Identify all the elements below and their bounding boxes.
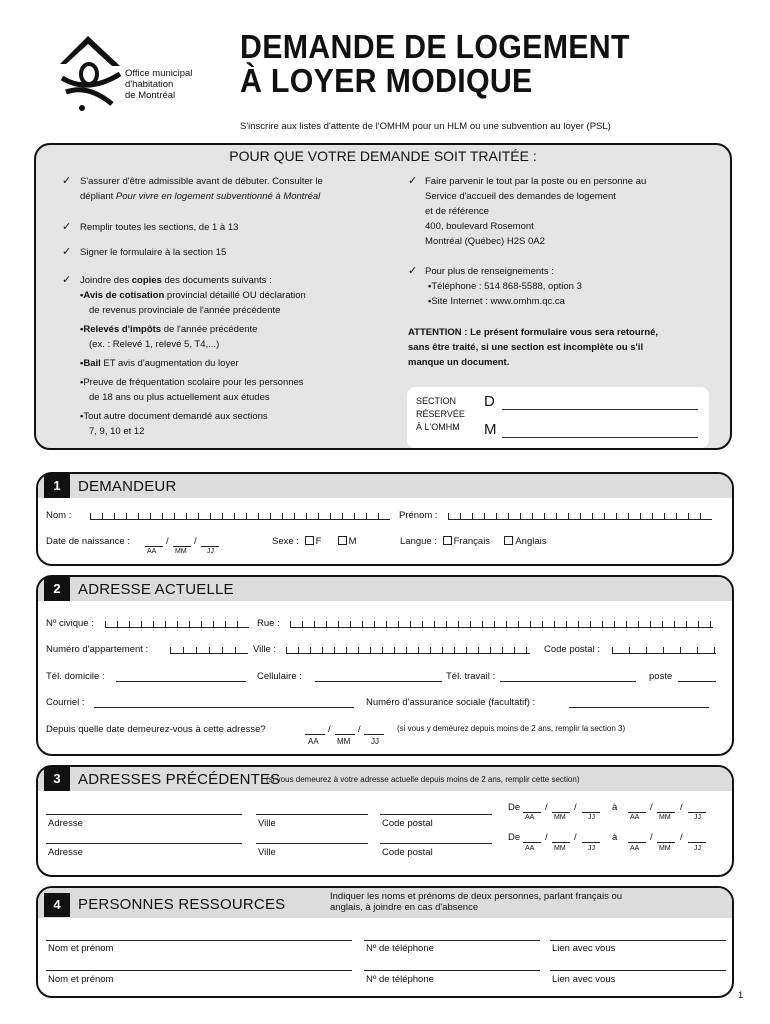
langue-group: Langue : Français Anglais	[400, 536, 547, 547]
tel-label: Nº de téléphone	[366, 974, 434, 985]
subtitle: S'inscrire aux listes d'attente de l'OMHM pour un HLM ou une subvention au loyer (PSL)	[240, 121, 611, 132]
rue-label: Rue :	[257, 618, 280, 629]
nom-field[interactable]	[90, 509, 390, 520]
reserved-d-field[interactable]	[502, 409, 698, 410]
a-mm-1[interactable]	[657, 812, 675, 813]
aa-hint: AA	[147, 548, 157, 555]
section-number: 2	[44, 577, 70, 601]
mm-hint: MM	[659, 845, 671, 852]
check-icon: ✓	[62, 175, 72, 187]
check-icon: ✓	[62, 246, 72, 258]
omhm-logo-icon	[58, 34, 126, 114]
depuis-aa-field[interactable]	[305, 734, 325, 735]
jj-hint: JJ	[588, 845, 595, 852]
cp-label: Code postal	[382, 847, 433, 858]
ville-label: Ville	[258, 818, 276, 829]
reserved-m-field[interactable]	[502, 437, 698, 438]
check-icon: ✓	[62, 274, 72, 286]
ville-label: Ville	[258, 847, 276, 858]
instruction-1: S'assurer d'être admissible avant de débuter. Consulter le dépliant Pour vivre en logement subventionné à Montréal	[80, 176, 323, 202]
section-number: 1	[44, 474, 70, 498]
ville-field[interactable]	[286, 643, 530, 654]
doc-list: • Avis de cotisation provincial détaillé OU déclaration de revenus provinciale de l'année précédente • Relevés d'impôts de l'année précédente (ex. : Relevé 1, relevé 5, T4,...) • Bail ET avis d'augmentation du loyer • Preuve de fréquentation scolaire pour les personnes de 18 ans ou plus actuellement aux études • Tout autre document demandé aux sections 7, 9, 10 et 12	[80, 288, 306, 439]
page-title: DEMANDE DE LOGEMENT À LOYER MODIQUE	[240, 28, 630, 99]
aa-hint: AA	[630, 814, 640, 821]
poste-field[interactable]	[678, 681, 716, 682]
courriel-field[interactable]	[94, 707, 354, 708]
contact-2-lien-field[interactable]	[550, 970, 726, 971]
instruction-3: Signer le formulaire à la section 15	[80, 247, 227, 258]
contact-info: Pour plus de renseignements : • Téléphone : 514 868-5588, option 3 • Site Internet : www.omhm.qc.ca	[425, 264, 582, 309]
check-icon: ✓	[408, 265, 418, 277]
nom-label: Nom :	[46, 510, 72, 521]
dob-jj-field[interactable]	[201, 546, 219, 547]
nas-label: Numéro d'assurance sociale (facultatif) :	[366, 697, 536, 708]
mm-hint: MM	[554, 814, 566, 821]
teldom-label: Tél. domicile :	[46, 671, 105, 682]
section-3-note: (si vous demeurez à votre adresse actuelle depuis moins de 2 ans, remplir cette section)	[266, 775, 580, 784]
section-number: 4	[44, 893, 70, 917]
contact-1-tel-field[interactable]	[364, 940, 540, 941]
sexe-group: Sexe : F M	[272, 536, 357, 547]
aa-hint: AA	[630, 845, 640, 852]
a-jj-2[interactable]	[688, 842, 706, 843]
dob-aa-field[interactable]	[145, 546, 163, 547]
mm-hint: MM	[659, 814, 671, 821]
check-icon: ✓	[408, 175, 418, 187]
reserved-label: SECTION RÉSERVÉE À L'OMHM	[416, 396, 465, 432]
aa-hint: AA	[525, 845, 535, 852]
prev-adresse-1-field[interactable]	[46, 814, 242, 815]
a-aa-1[interactable]	[628, 812, 646, 813]
dob-label: Date de naissance :	[46, 536, 130, 547]
jj-hint: JJ	[371, 737, 379, 746]
cell-field[interactable]	[315, 681, 442, 682]
section-title: DEMANDEUR	[78, 478, 177, 495]
send-instructions: Faire parvenir le tout par la poste ou en personne au Service d'accueil des demandes de logement et de référence 400, boulevard Rosemont Montréal (Québec) H2S 0A2	[425, 176, 647, 247]
nom-prenom-label: Nom et prénom	[48, 943, 114, 954]
contact-1-lien-field[interactable]	[550, 940, 726, 941]
instructions-title: POUR QUE VOTRE DEMANDE SOIT TRAITÉE :	[229, 148, 537, 164]
cp-label: Code postal	[382, 818, 433, 829]
de-aa-2[interactable]	[523, 842, 541, 843]
courriel-label: Courriel :	[46, 697, 85, 708]
langue-anglais-checkbox[interactable]	[504, 536, 513, 545]
prev-cp-2-field[interactable]	[380, 843, 492, 844]
tel-label: Nº de téléphone	[366, 943, 434, 954]
depuis-jj-field[interactable]	[364, 734, 384, 735]
mm-hint: MM	[337, 737, 351, 746]
prenom-field[interactable]	[448, 509, 712, 520]
prev-adresse-2-field[interactable]	[46, 843, 242, 844]
a-label: à	[612, 832, 618, 843]
a-label: à	[612, 802, 618, 813]
aa-hint: AA	[308, 737, 319, 746]
a-aa-2[interactable]	[628, 842, 646, 843]
de-jj-1[interactable]	[582, 812, 600, 813]
contact-2-nom-field[interactable]	[46, 970, 352, 971]
de-aa-1[interactable]	[523, 812, 541, 813]
prev-ville-1-field[interactable]	[256, 814, 368, 815]
cell-label: Cellulaire :	[257, 671, 302, 682]
section-title: PERSONNES RESSOURCES	[78, 896, 286, 913]
jj-hint: JJ	[694, 845, 701, 852]
ville-label: Ville :	[253, 644, 277, 655]
section-number: 3	[44, 767, 70, 791]
prev-cp-1-field[interactable]	[380, 814, 492, 815]
contact-2-tel-field[interactable]	[364, 970, 540, 971]
de-mm-1[interactable]	[552, 812, 570, 813]
cp-label: Code postal :	[544, 644, 600, 655]
instruction-2: Remplir toutes les sections, de 1 à 13	[80, 222, 239, 233]
page-number: 1	[738, 990, 744, 1001]
jj-hint: JJ	[207, 548, 214, 555]
prev-ville-2-field[interactable]	[256, 843, 368, 844]
prenom-label: Prénom :	[399, 510, 438, 521]
civique-label: Nº civique :	[46, 618, 94, 629]
lien-label: Lien avec vous	[552, 943, 616, 954]
reserved-m-label: M	[484, 421, 497, 438]
rue-field[interactable]	[290, 617, 713, 628]
sexe-f-checkbox[interactable]	[305, 536, 314, 545]
section-4-description: Indiquer les noms et prénoms de deux personnes, parlant français ou anglais, à joindre en cas d'absence	[330, 891, 623, 913]
nom-prenom-label: Nom et prénom	[48, 974, 114, 985]
langue-francais-checkbox[interactable]	[443, 536, 452, 545]
org-name: Office municipal d'habitation de Montréal	[125, 68, 193, 101]
mm-hint: MM	[175, 548, 187, 555]
de-jj-2[interactable]	[582, 842, 600, 843]
jj-hint: JJ	[694, 814, 701, 821]
jj-hint: JJ	[588, 814, 595, 821]
attention-notice: ATTENTION : Le présent formulaire vous sera retourné, sans être traité, si une section est incomplète ou s'il manque un document.	[408, 327, 659, 368]
lien-label: Lien avec vous	[552, 974, 616, 985]
aa-hint: AA	[525, 814, 535, 821]
appart-label: Numéro d'appartement :	[46, 644, 149, 655]
depuis-label: Depuis quelle date demeurez-vous à cette adresse?	[46, 724, 266, 735]
teltrav-field[interactable]	[500, 681, 636, 682]
dob-mm-field[interactable]	[173, 546, 191, 547]
a-mm-2[interactable]	[657, 842, 675, 843]
section-title: ADRESSE ACTUELLE	[78, 581, 234, 598]
de-label: De	[508, 832, 521, 843]
appart-field[interactable]	[170, 643, 248, 654]
a-jj-1[interactable]	[688, 812, 706, 813]
check-icon: ✓	[62, 221, 72, 233]
depuis-note: (si vous y demeurez depuis moins de 2 ans, remplir la section 3)	[397, 724, 626, 733]
teltrav-label: Tél. travail :	[446, 671, 496, 682]
de-label: De	[508, 802, 521, 813]
adresse-label: Adresse	[48, 818, 83, 829]
cp-field[interactable]	[612, 643, 716, 654]
nas-field[interactable]	[569, 707, 709, 708]
reserved-d-label: D	[484, 393, 495, 410]
poste-label: poste	[649, 671, 673, 682]
mm-hint: MM	[554, 845, 566, 852]
civique-field[interactable]	[105, 617, 249, 628]
teldom-field[interactable]	[116, 681, 246, 682]
depuis-mm-field[interactable]	[335, 734, 355, 735]
instruction-4: Joindre des copies des documents suivants :	[80, 275, 272, 286]
sexe-m-checkbox[interactable]	[338, 536, 347, 545]
de-mm-2[interactable]	[552, 842, 570, 843]
contact-1-nom-field[interactable]	[46, 940, 352, 941]
section-title: ADRESSES PRÉCÉDENTES	[78, 771, 281, 788]
adresse-label: Adresse	[48, 847, 83, 858]
